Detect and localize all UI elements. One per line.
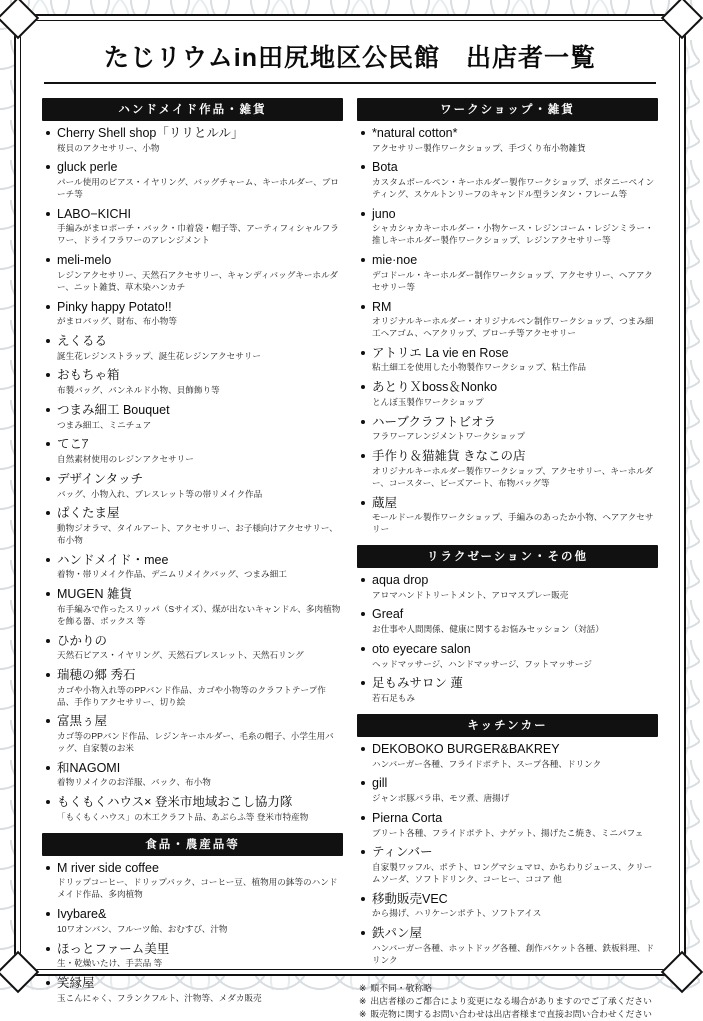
note-mark: ※	[359, 995, 367, 1006]
exhibitor-name: Bota	[372, 160, 398, 175]
list-item	[44, 300, 341, 328]
bullet-icon	[46, 131, 50, 135]
exhibitor-desc: ドリップコーヒー、ドリップバック、コーヒー豆、植物用の鉢等のハンドメイド作品、多肉植物	[57, 877, 338, 900]
list-item	[359, 160, 656, 200]
bullet-icon	[46, 912, 50, 916]
section-relaxation	[357, 545, 658, 705]
exhibitor-name: 移動販売VEC	[372, 891, 448, 906]
bullet-icon	[46, 981, 50, 985]
note-text: 出店者様のご都合により変更になる場合がありますのでご了承ください	[370, 995, 652, 1006]
section-list-food	[42, 856, 343, 1005]
list-item	[44, 160, 341, 200]
list-item	[44, 403, 341, 431]
bullet-icon	[361, 305, 365, 309]
list-item	[359, 380, 656, 408]
exhibitor-name: Greaf	[372, 607, 404, 622]
exhibitor-desc: ヘッドマッサージ、ハンドマッサージ、フットマッサージ	[372, 658, 592, 669]
bullet-icon	[361, 816, 365, 820]
exhibitor-desc: 動物ジオラマ、タイルアート、アクセサリー、お子様向けアクセサリー、布小物	[57, 523, 338, 545]
exhibitor-desc: 誕生花レジンストラップ、誕生花レジンアクセサリー	[57, 350, 262, 361]
exhibitor-desc: 布製バッグ、バンネルド小物、貝飾飾り等	[57, 385, 220, 396]
bullet-icon	[361, 781, 365, 785]
list-item	[359, 346, 656, 374]
list-item	[44, 861, 341, 901]
poster-frame	[14, 14, 686, 1019]
bullet-icon	[46, 719, 50, 723]
list-item	[359, 126, 656, 154]
exhibitor-name: 笑縁屋	[57, 976, 95, 991]
left-column	[42, 98, 343, 1021]
exhibitor-name: M river side coffee	[57, 860, 159, 875]
footnote	[359, 982, 656, 995]
exhibitor-desc: フラワーアレンジメントワークショップ	[372, 431, 526, 442]
exhibitor-desc: 玉こんにゃく、フランクフルト、汁物等、メダカ販売	[57, 992, 262, 1003]
list-item	[359, 892, 656, 920]
list-item	[44, 126, 341, 154]
exhibitor-name: 蔵屋	[372, 495, 398, 510]
bullet-icon	[361, 747, 365, 751]
exhibitor-desc: とんぼ玉製作ワークショップ	[372, 396, 484, 407]
exhibitor-desc: 天然石ピアス・イヤリング、天然石ブレスレット、天然石リング	[57, 650, 304, 661]
section-handmade	[42, 98, 343, 824]
bullet-icon	[46, 639, 50, 643]
title-divider	[44, 82, 656, 84]
bullet-icon	[361, 165, 365, 169]
exhibitor-desc: シャカシャカキーホルダー・小物ケース・レジンコーム・レジンミラー・推しキーホルダー製作ワークショップ、レジンアクセサリー等	[372, 223, 654, 246]
exhibitor-desc: お仕事や人間関係、健康に関するお悩みセッション（対話）	[372, 624, 604, 635]
exhibitor-name: juno	[372, 206, 396, 221]
exhibitor-name: てこｱ	[57, 437, 89, 452]
exhibitor-desc: オリジナルキーホルダー・オリジナルペン制作ワークショップ、つまみ細工ヘアゴム、ヘアクリップ、ブローチ等アクセサリー	[372, 316, 654, 338]
list-item	[359, 607, 656, 635]
bullet-icon	[361, 385, 365, 389]
bullet-icon	[46, 558, 50, 562]
list-item	[44, 553, 341, 581]
exhibitor-desc: 布手編みで作ったスリッパ（Sサイズ）、煤が出ないキャンドル、多肉植物を飾る器、ボックス 等	[57, 603, 341, 626]
exhibitor-name: *natural cotton*	[372, 126, 458, 140]
exhibitor-name: つまみ細工 Bouquet	[57, 402, 170, 417]
exhibitor-name: meli-melo	[57, 253, 112, 268]
exhibitor-name: Pierna Corta	[372, 810, 443, 825]
bullet-icon	[46, 442, 50, 446]
bullet-icon	[361, 212, 365, 216]
section-workshop	[357, 98, 658, 536]
list-item	[359, 207, 656, 247]
bullet-icon	[361, 681, 365, 685]
bullet-icon	[361, 131, 365, 135]
list-item	[44, 437, 341, 465]
bullet-icon	[46, 477, 50, 481]
note-text: 販売物に関するお問い合わせは出店者様まで直接お問い合わせください	[370, 1008, 652, 1019]
exhibitor-desc: 桜貝のアクセサリー、小物	[57, 142, 160, 153]
bullet-icon	[361, 454, 365, 458]
exhibitor-name: 鉄パン屋	[372, 926, 423, 941]
exhibitor-name: Ivybare&	[57, 907, 107, 922]
exhibitor-desc: 着物・帯リメイク作品、デニムリメイクバッグ、つまみ細工	[57, 569, 287, 580]
footnote	[359, 995, 656, 1008]
list-item	[359, 573, 656, 601]
exhibitor-desc: デコドール・キーホルダー制作ワークショップ、アクセサリー、ヘアアクセサリー等	[372, 269, 653, 292]
exhibitor-name: ティンバー	[372, 845, 433, 860]
section-heading-workshop: ワークショップ・雑貨	[357, 98, 658, 121]
list-item	[44, 587, 341, 627]
note-mark: ※	[359, 1008, 367, 1019]
exhibitor-desc: モールドール製作ワークショップ、手編みのあったか小物、ヘアアクセサリー	[372, 512, 654, 535]
list-item	[44, 907, 341, 935]
bullet-icon	[361, 258, 365, 262]
exhibitor-desc: がまロバッグ、財布、布小物等	[57, 316, 177, 327]
exhibitor-desc: アロマハンドトリートメント、アロマスプレー販売	[372, 589, 569, 600]
exhibitor-name: えくるる	[57, 334, 108, 348]
exhibitor-name: 和NAGOMI	[57, 760, 121, 775]
exhibitor-name: あとりＸboss＆Nonko	[372, 380, 498, 395]
section-kitchencar	[357, 714, 658, 967]
bullet-icon	[361, 897, 365, 901]
list-item	[359, 676, 656, 704]
list-item	[44, 506, 341, 546]
exhibitor-desc: カスタムボールペン・キーホルダー製作ワークショップ、ボタニーペインティング、スケルトンリーフのキャンドル型ランタン・フレーム等	[372, 177, 655, 199]
section-heading-relaxation: リラクゼーション・その他	[357, 545, 658, 568]
exhibitor-desc: 生・乾燥いたけ、手芸品 等	[57, 958, 163, 969]
list-item	[359, 496, 656, 536]
section-heading-kitchencar: キッチンカー	[357, 714, 658, 737]
list-item	[359, 811, 656, 839]
exhibitor-name: もくもくハウス× 登米市地域おこし協力隊	[57, 795, 293, 810]
bullet-icon	[46, 592, 50, 596]
list-item	[359, 449, 656, 489]
list-item	[44, 368, 341, 396]
section-list-kitchencar	[357, 737, 658, 967]
bullet-icon	[46, 947, 50, 951]
exhibitor-name: LABO−KICHI	[57, 206, 131, 221]
exhibitor-desc: 自然素材使用のレジンアクセサリー	[57, 454, 194, 465]
list-item	[44, 668, 341, 708]
exhibitor-desc: 自家製ワッフル、ポテト、ロングマシュマロ、かちわりジュース、クリームソーダ、ソフトドリンク、コーヒー、ココア 他	[372, 862, 653, 884]
bullet-icon	[46, 373, 50, 377]
bullet-icon	[46, 673, 50, 677]
list-item	[44, 942, 341, 970]
exhibitor-name: 瑞穂の郷 秀石	[57, 668, 136, 683]
list-item	[44, 714, 341, 754]
exhibitor-desc: 若石足もみ	[372, 693, 415, 704]
exhibitor-desc: レジンアクセサリー、天然石アクセサリー、キャンディバッグキーホルダー、ニット雑貨、草木染ハンカチ	[57, 269, 338, 292]
exhibitor-desc: アクセサリー製作ワークショップ、手づくり布小物雑貨	[372, 142, 586, 153]
exhibitor-name: DEKOBOKO BURGER&BAKREY	[372, 741, 560, 756]
list-item	[359, 300, 656, 340]
bullet-icon	[46, 339, 50, 343]
note-mark: ※	[359, 982, 367, 993]
list-item	[44, 761, 341, 789]
exhibitor-desc: 粘土細工を使用した小物製作ワークショップ、粘土作品	[372, 362, 586, 373]
exhibitor-desc: オリジナルキーホルダー製作ワークショップ、アクセサリー、キーホルダー、コースター、ビーズアート、布物バッグ等	[372, 465, 654, 488]
list-item	[359, 845, 656, 885]
list-item	[44, 207, 341, 247]
list-item	[359, 926, 656, 966]
exhibitor-desc: 手編みがまロポーチ・バック・巾着袋・帽子等、アーティフィシャルフラワー、ドライフラワーのアレンジメント	[57, 223, 339, 246]
bullet-icon	[361, 420, 365, 424]
exhibitor-name: 手作り＆猫雑貨 きなこの店	[372, 449, 526, 464]
section-heading-handmade: ハンドメイド作品・雑貨	[42, 98, 343, 121]
bullet-icon	[361, 501, 365, 505]
exhibitor-name: Cherry Shell shop「リリとルル」	[57, 126, 244, 140]
exhibitor-desc: つまみ細工、ミニチュア	[57, 419, 152, 430]
right-column	[357, 98, 658, 1021]
section-list-handmade	[42, 121, 343, 824]
exhibitor-desc: ハンバーガー各種、フライドポテト、スープ各種、ドリンク	[372, 758, 602, 769]
page-title: たじリウムin田尻地区公民館 出店者一覧	[104, 44, 596, 72]
exhibitor-name: ほっとファーム美里	[57, 941, 170, 956]
bullet-icon	[46, 766, 50, 770]
footnote	[359, 1008, 656, 1021]
exhibitor-desc: ブリート各種、フライドポテト、ナゲット、揚げたこ焼き、ミニパフェ	[372, 827, 644, 838]
exhibitor-name: RM	[372, 299, 392, 314]
section-list-workshop	[357, 121, 658, 536]
exhibitor-desc: バッグ、小物入れ、ブレスレット等の帯リメイク作品	[57, 488, 263, 499]
exhibitor-name: Pinky happy Potato!!	[57, 299, 172, 314]
section-food	[42, 833, 343, 1005]
section-list-relaxation	[357, 568, 658, 705]
exhibitor-name: アトリエ La vie en Rose	[372, 345, 509, 360]
bullet-icon	[361, 612, 365, 616]
list-item	[359, 742, 656, 770]
exhibitor-desc: から揚げ、ハリケーンポテト、ソフトアイス	[372, 908, 542, 919]
bullet-icon	[46, 305, 50, 309]
exhibitor-desc: 10ワオンバン、フルーツ飴、おむすび、汁物	[57, 923, 228, 934]
list-item	[359, 642, 656, 670]
list-item	[44, 634, 341, 662]
exhibitor-name: 富黒ぅ屋	[57, 714, 108, 729]
bullet-icon	[46, 165, 50, 169]
bullet-icon	[361, 931, 365, 935]
list-item	[359, 415, 656, 443]
exhibitor-name: gluck perle	[57, 160, 118, 175]
bullet-icon	[361, 351, 365, 355]
exhibitor-name: gill	[372, 776, 388, 791]
list-item	[44, 976, 341, 1004]
bullet-icon	[46, 408, 50, 412]
exhibitor-desc: ジャンボ豚バラ串、モツ煮、唐揚げ	[372, 793, 510, 804]
poster-header	[26, 26, 674, 90]
bullet-icon	[361, 647, 365, 651]
list-item	[44, 253, 341, 293]
exhibitor-name: 足もみサロン 蓮	[372, 676, 463, 691]
poster-content	[26, 26, 674, 1019]
bullet-icon	[46, 866, 50, 870]
exhibitor-name: oto eyecare salon	[372, 641, 471, 656]
exhibitor-name: ひかりの	[57, 633, 108, 648]
exhibitor-name: mie·noe	[372, 253, 418, 268]
list-item	[359, 253, 656, 293]
exhibitor-name: ハンドメイド・mee	[57, 552, 169, 567]
bullet-icon	[46, 800, 50, 804]
footnotes	[357, 976, 658, 1021]
note-text: 順不同・敬称略	[370, 982, 432, 993]
exhibitor-desc: 着物リメイクのお洋服、バック、布小物	[57, 777, 211, 788]
exhibitor-name: ハーブクラフトビオラ	[372, 414, 497, 429]
exhibitor-name: aqua drop	[372, 573, 429, 587]
bullet-icon	[361, 850, 365, 854]
list-item	[359, 776, 656, 804]
bullet-icon	[361, 578, 365, 582]
exhibitor-desc: カゴ等のPPバンド作品、レジンキーホルダー、毛糸の帽子、小学生用バッグ、自家製のお米	[57, 731, 334, 753]
exhibitor-name: デザインタッチ	[57, 471, 144, 486]
bullet-icon	[46, 511, 50, 515]
exhibitor-desc: カゴや小物入れ等のPPバンド作品、カゴや小物等のクラフトテープ作品、手作りアクセサリー、切り絵	[57, 684, 326, 707]
bullet-icon	[46, 258, 50, 262]
list-item	[44, 795, 341, 823]
exhibitor-name: おもちゃ箱	[57, 368, 120, 383]
bullet-icon	[46, 212, 50, 216]
list-item	[44, 334, 341, 362]
exhibitor-name: ぱくたま屋	[57, 506, 120, 521]
list-item	[44, 472, 341, 500]
exhibitor-desc: ハンバーガー各種、ホットドッグ各種、創作バケット各種、鉄板料理、ドリンク	[372, 942, 655, 965]
exhibitor-name: MUGEN 雑貨	[57, 587, 133, 602]
exhibitor-desc: 「もくもくハウス」の木工クラフト品、あぶらふ等 登米市特産物	[57, 811, 309, 822]
section-heading-food: 食品・農産品等	[42, 833, 343, 856]
exhibitor-columns	[26, 90, 674, 1021]
exhibitor-desc: パール使用のピアス・イヤリング、バッグチャーム、キーホルダー、ブローチ等	[57, 177, 339, 199]
